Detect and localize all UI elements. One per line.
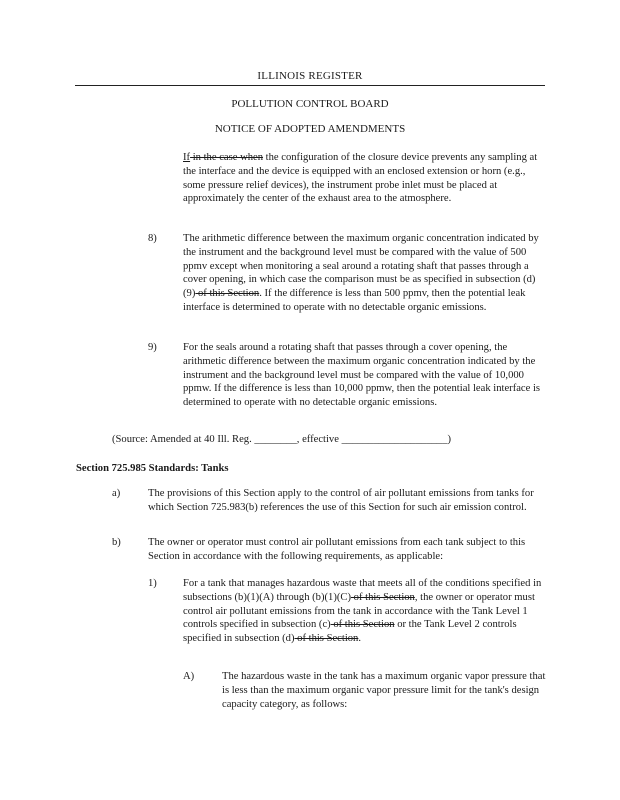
item-9-number: 9): [148, 342, 157, 353]
subsection-b1-text: [183, 577, 545, 646]
subsection-b1-label: 1): [148, 578, 157, 589]
item-8-text: [183, 232, 545, 315]
paragraph-text: For a tank that manages hazardous waste that meets all of the conditions specified in subsections (b)(1)(A) through (b)(1)(C): [183, 578, 542, 603]
deleted-text: of this Section: [330, 619, 395, 631]
subsection-a-text: The provisions of this Section apply to the control of air pollutant emissions from tanks for which Section 725.983(b) references the use of this Section for such air emission control.: [148, 488, 534, 513]
header-rule: [75, 85, 545, 86]
deleted-text: of this Section: [195, 288, 260, 300]
register-title: ILLINOIS REGISTER: [257, 70, 363, 82]
inserted-text: If: [183, 152, 191, 163]
subsection-b-text: The owner or operator must control air pollutant emissions from each tank subject to this Section in accordance with the following requirements, as applicable:: [148, 537, 526, 562]
item-8-number: 8): [148, 233, 157, 244]
notice-title: NOTICE OF ADOPTED AMENDMENTS: [214, 123, 406, 135]
source-note: (Source: Amended at 40 Ill. Reg. ________, effective ____________________): [112, 434, 452, 445]
subsection-b-label: b): [112, 537, 121, 548]
paragraph-text: The arithmetic difference between the maximum organic concentration indicated by the instrument and the background level must be compared with the value of 500 ppmv except when monitoring a seal around a rotating shaft that passes through a cover opening, in which case the comparison must be as specified in subsection (d)(9): [183, 233, 539, 300]
section-heading: Section 725.985 Standards: Tanks: [76, 463, 229, 474]
subsection-a-label: a): [112, 488, 121, 499]
subsection-b1a-label: A): [183, 671, 195, 682]
paragraph-continuation: [183, 151, 545, 206]
paragraph-text: or the Tank Level 2 controls specified in subsection (d): [183, 619, 517, 645]
paragraph-text: , the owner or operator must control air pollutant emissions from the tank in accordance with the Tank Level 1 controls specified in subsection (c): [183, 591, 535, 631]
deleted-text: of this Section: [351, 591, 415, 603]
paragraph-text: the configuration of the closure device prevents any sampling at the interface and the device is equipped with an enclosed extension or horn (e.g., some pressure relief devices), the instrument probe inlet must be placed at approximately the center of the exhaust area to the atmosphere.: [183, 152, 538, 205]
paragraph-text: . If the difference is less than 500 ppmv, then the potential leak interface is determined to operate with no detectable organic emissions.: [183, 288, 526, 313]
deleted-text: of this Section: [294, 633, 359, 645]
paragraph-text: .: [358, 633, 362, 645]
item-9-text: For the seals around a rotating shaft that passes through a cover opening, the arithmetic difference between the maximum organic concentration indicated by the instrument and the background level must be compared with the value of 10,000 ppmw. If the difference is less than 10,000 ppmw, then the potential leak interface is determined to operate with no detectable organic emissions.: [183, 342, 541, 409]
subsection-b1a-text: The hazardous waste in the tank has a maximum organic vapor pressure that is less than the maximum organic vapor pressure limit for the tank's design capacity category, as follows:: [222, 671, 546, 710]
board-title: POLLUTION CONTROL BOARD: [231, 98, 389, 110]
deleted-text: in the case when: [190, 152, 264, 163]
